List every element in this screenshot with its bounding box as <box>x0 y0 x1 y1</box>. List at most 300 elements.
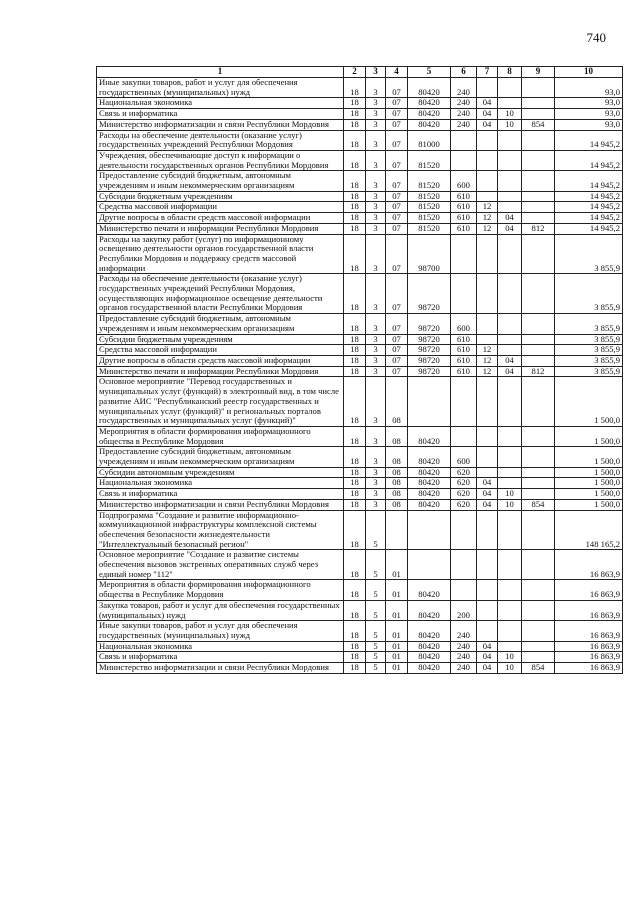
cell-code-4: 07 <box>386 78 408 98</box>
cell-code-2: 18 <box>344 447 366 467</box>
table-row <box>97 467 623 478</box>
cell-code-4: 07 <box>386 314 408 334</box>
row-name: Средства массовой информации <box>97 345 344 356</box>
cell-code-6 <box>451 150 477 170</box>
cell-code-3: 5 <box>366 663 386 674</box>
column-header: 3 <box>366 67 386 78</box>
cell-code-7: 12 <box>477 202 498 213</box>
cell-code-8 <box>498 510 522 550</box>
cell-code-5: 81520 <box>408 171 451 191</box>
cell-code-3: 3 <box>366 78 386 98</box>
cell-code-3: 3 <box>366 345 386 356</box>
row-name: Другие вопросы в области средств массовой информации <box>97 213 344 224</box>
cell-code-7 <box>477 314 498 334</box>
table-row <box>97 377 623 427</box>
cell-code-7 <box>477 621 498 641</box>
cell-code-9 <box>522 345 555 356</box>
cell-code-9 <box>522 489 555 500</box>
cell-code-6: 610 <box>451 345 477 356</box>
cell-code-7 <box>477 580 498 600</box>
table-row <box>97 223 623 234</box>
row-amount: 3 855,9 <box>555 234 623 274</box>
cell-code-7: 04 <box>477 652 498 663</box>
cell-code-4 <box>386 510 408 550</box>
row-name: Министерство печати и информации Республики Мордовия <box>97 366 344 377</box>
cell-code-6 <box>451 580 477 600</box>
row-amount: 16 863,9 <box>555 550 623 580</box>
row-name: Основное мероприятие "Создание и развитие системы обеспечения вызовов экстренных оперативных служб через единый номер "112" <box>97 550 344 580</box>
cell-code-2: 18 <box>344 652 366 663</box>
cell-code-6: 600 <box>451 447 477 467</box>
cell-code-3: 3 <box>366 426 386 446</box>
row-name: Мероприятия в области формирования информационного общества в Республике Мордовия <box>97 426 344 446</box>
cell-code-4: 07 <box>386 150 408 170</box>
row-amount: 1 500,0 <box>555 447 623 467</box>
cell-code-5: 81520 <box>408 150 451 170</box>
cell-code-9 <box>522 377 555 427</box>
cell-code-3: 3 <box>366 355 386 366</box>
cell-code-3: 3 <box>366 447 386 467</box>
cell-code-3: 3 <box>366 489 386 500</box>
cell-code-7: 12 <box>477 366 498 377</box>
cell-code-5: 98720 <box>408 366 451 377</box>
cell-code-9 <box>522 213 555 224</box>
cell-code-4: 07 <box>386 171 408 191</box>
cell-code-2: 18 <box>344 119 366 130</box>
cell-code-6 <box>451 510 477 550</box>
cell-code-7: 04 <box>477 641 498 652</box>
cell-code-2: 18 <box>344 489 366 500</box>
cell-code-5: 80420 <box>408 447 451 467</box>
cell-code-7: 04 <box>477 98 498 109</box>
table-row <box>97 119 623 130</box>
table-row <box>97 600 623 620</box>
cell-code-7: 12 <box>477 223 498 234</box>
cell-code-5: 80420 <box>408 119 451 130</box>
row-name: Расходы на обеспечение деятельности (оказание услуг) государственных учреждений Республики Мордовия, осуществляющих информационное освещение деятельности органов государственной власти Республики Мордовия <box>97 274 344 314</box>
cell-code-5: 81520 <box>408 213 451 224</box>
cell-code-7 <box>477 510 498 550</box>
row-name: Иные закупки товаров, работ и услуг для обеспечения государственных (муниципальных) нужд <box>97 621 344 641</box>
cell-code-7 <box>477 426 498 446</box>
row-amount: 14 945,2 <box>555 171 623 191</box>
cell-code-3: 3 <box>366 314 386 334</box>
cell-code-9 <box>522 641 555 652</box>
cell-code-5: 80420 <box>408 663 451 674</box>
cell-code-7: 04 <box>477 499 498 510</box>
cell-code-6: 240 <box>451 109 477 120</box>
cell-code-6 <box>451 426 477 446</box>
cell-code-6: 240 <box>451 119 477 130</box>
row-name: Субсидии автономным учреждениям <box>97 467 344 478</box>
cell-code-8 <box>498 98 522 109</box>
cell-code-8 <box>498 78 522 98</box>
cell-code-7 <box>477 467 498 478</box>
cell-code-7 <box>477 191 498 202</box>
cell-code-8: 10 <box>498 499 522 510</box>
cell-code-4: 07 <box>386 98 408 109</box>
cell-code-2: 18 <box>344 334 366 345</box>
cell-code-4: 07 <box>386 130 408 150</box>
cell-code-9 <box>522 191 555 202</box>
row-name: Национальная экономика <box>97 98 344 109</box>
row-amount: 14 945,2 <box>555 202 623 213</box>
cell-code-3: 3 <box>366 98 386 109</box>
cell-code-3: 3 <box>366 130 386 150</box>
cell-code-5: 98720 <box>408 334 451 345</box>
cell-code-2: 18 <box>344 621 366 641</box>
cell-code-9 <box>522 202 555 213</box>
cell-code-8: 04 <box>498 213 522 224</box>
table-row <box>97 345 623 356</box>
cell-code-4: 07 <box>386 213 408 224</box>
cell-code-5: 81520 <box>408 223 451 234</box>
column-header: 6 <box>451 67 477 78</box>
row-name: Средства массовой информации <box>97 202 344 213</box>
cell-code-2: 18 <box>344 499 366 510</box>
cell-code-6: 610 <box>451 355 477 366</box>
cell-code-3: 3 <box>366 274 386 314</box>
cell-code-2: 18 <box>344 663 366 674</box>
row-name: Учреждения, обеспечивающие доступ к информации о деятельности государственных органов Республики Мордовия <box>97 150 344 170</box>
column-header: 2 <box>344 67 366 78</box>
cell-code-6: 200 <box>451 600 477 620</box>
table-row <box>97 489 623 500</box>
cell-code-9 <box>522 109 555 120</box>
cell-code-8 <box>498 478 522 489</box>
cell-code-6 <box>451 377 477 427</box>
row-amount: 16 863,9 <box>555 652 623 663</box>
cell-code-5: 80420 <box>408 78 451 98</box>
cell-code-8: 04 <box>498 223 522 234</box>
cell-code-6 <box>451 274 477 314</box>
cell-code-8: 10 <box>498 652 522 663</box>
table-row <box>97 499 623 510</box>
cell-code-8 <box>498 447 522 467</box>
cell-code-6: 610 <box>451 223 477 234</box>
table-row <box>97 447 623 467</box>
row-amount: 3 855,9 <box>555 345 623 356</box>
cell-code-5: 80420 <box>408 580 451 600</box>
cell-code-3: 5 <box>366 641 386 652</box>
cell-code-9 <box>522 580 555 600</box>
row-amount: 16 863,9 <box>555 663 623 674</box>
cell-code-4: 01 <box>386 621 408 641</box>
row-name: Министерство печати и информации Республики Мордовия <box>97 223 344 234</box>
cell-code-2: 18 <box>344 377 366 427</box>
cell-code-5: 80420 <box>408 109 451 120</box>
cell-code-2: 18 <box>344 641 366 652</box>
cell-code-7 <box>477 78 498 98</box>
cell-code-9 <box>522 467 555 478</box>
cell-code-7 <box>477 334 498 345</box>
row-amount: 16 863,9 <box>555 600 623 620</box>
row-amount: 1 500,0 <box>555 467 623 478</box>
table-row <box>97 478 623 489</box>
cell-code-9 <box>522 478 555 489</box>
row-amount: 3 855,9 <box>555 366 623 377</box>
cell-code-5: 80420 <box>408 600 451 620</box>
cell-code-9 <box>522 550 555 580</box>
cell-code-2: 18 <box>344 467 366 478</box>
cell-code-7 <box>477 550 498 580</box>
cell-code-4: 07 <box>386 355 408 366</box>
table-row <box>97 191 623 202</box>
table-row <box>97 580 623 600</box>
row-amount: 16 863,9 <box>555 641 623 652</box>
row-name: Национальная экономика <box>97 641 344 652</box>
row-name: Расходы на обеспечение деятельности (оказание услуг) государственных учреждений Республики Мордовия <box>97 130 344 150</box>
row-amount: 1 500,0 <box>555 499 623 510</box>
cell-code-2: 18 <box>344 202 366 213</box>
cell-code-2: 18 <box>344 223 366 234</box>
cell-code-4: 07 <box>386 191 408 202</box>
cell-code-5: 98720 <box>408 274 451 314</box>
row-amount: 93,0 <box>555 119 623 130</box>
cell-code-3: 3 <box>366 334 386 345</box>
cell-code-2: 18 <box>344 510 366 550</box>
cell-code-6: 240 <box>451 98 477 109</box>
row-amount: 14 945,2 <box>555 130 623 150</box>
header-row <box>97 67 623 78</box>
cell-code-9 <box>522 426 555 446</box>
table-row <box>97 109 623 120</box>
cell-code-6: 620 <box>451 478 477 489</box>
cell-code-2: 18 <box>344 274 366 314</box>
cell-code-6 <box>451 130 477 150</box>
cell-code-2: 18 <box>344 345 366 356</box>
cell-code-7: 04 <box>477 119 498 130</box>
row-name: Предоставление субсидий бюджетным, автономным учреждениям и иным некоммерческим организациям <box>97 447 344 467</box>
cell-code-2: 18 <box>344 130 366 150</box>
cell-code-8: 10 <box>498 663 522 674</box>
cell-code-7: 12 <box>477 345 498 356</box>
cell-code-8 <box>498 150 522 170</box>
cell-code-5: 98720 <box>408 314 451 334</box>
cell-code-8 <box>498 600 522 620</box>
cell-code-9 <box>522 600 555 620</box>
cell-code-6: 620 <box>451 499 477 510</box>
cell-code-6: 610 <box>451 213 477 224</box>
cell-code-4: 08 <box>386 377 408 427</box>
row-amount: 1 500,0 <box>555 478 623 489</box>
table-row <box>97 98 623 109</box>
cell-code-4: 07 <box>386 334 408 345</box>
table-row <box>97 171 623 191</box>
cell-code-9 <box>522 314 555 334</box>
row-name: Расходы на закупку работ (услуг) по информационному освещению деятельности органов государственной власти Республики Мордовия и поддержку средств массовой информации <box>97 234 344 274</box>
row-name: Министерство информатизации и связи Республики Мордовия <box>97 663 344 674</box>
cell-code-3: 3 <box>366 202 386 213</box>
cell-code-3: 3 <box>366 150 386 170</box>
cell-code-4: 08 <box>386 499 408 510</box>
cell-code-6: 240 <box>451 78 477 98</box>
cell-code-5: 80420 <box>408 621 451 641</box>
cell-code-3: 3 <box>366 467 386 478</box>
cell-code-8 <box>498 550 522 580</box>
cell-code-4: 07 <box>386 223 408 234</box>
cell-code-5: 80420 <box>408 98 451 109</box>
row-name: Иные закупки товаров, работ и услуг для обеспечения государственных (муниципальных) нужд <box>97 78 344 98</box>
cell-code-6: 610 <box>451 334 477 345</box>
cell-code-6: 620 <box>451 467 477 478</box>
row-name: Предоставление субсидий бюджетным, автономным учреждениям и иным некоммерческим организациям <box>97 171 344 191</box>
cell-code-2: 18 <box>344 109 366 120</box>
row-amount: 14 945,2 <box>555 223 623 234</box>
cell-code-4: 07 <box>386 119 408 130</box>
cell-code-6: 610 <box>451 202 477 213</box>
cell-code-3: 3 <box>366 109 386 120</box>
cell-code-2: 18 <box>344 78 366 98</box>
row-name: Закупка товаров, работ и услуг для обеспечения государственных (муниципальных) нужд <box>97 600 344 620</box>
row-amount: 14 945,2 <box>555 213 623 224</box>
row-name: Подпрограмма "Создание и развитие информационно-коммуникационной инфраструктуры комплексной системы обеспечения безопасности жизнедеятельности "Интеллектуальный безопасный регион" <box>97 510 344 550</box>
cell-code-4: 07 <box>386 345 408 356</box>
cell-code-7: 12 <box>477 355 498 366</box>
cell-code-8 <box>498 171 522 191</box>
cell-code-4: 01 <box>386 600 408 620</box>
table-row <box>97 334 623 345</box>
cell-code-8: 04 <box>498 355 522 366</box>
cell-code-4: 08 <box>386 478 408 489</box>
cell-code-3: 5 <box>366 580 386 600</box>
cell-code-3: 3 <box>366 213 386 224</box>
cell-code-7: 04 <box>477 478 498 489</box>
cell-code-7: 04 <box>477 489 498 500</box>
table-body <box>97 78 623 674</box>
cell-code-8 <box>498 234 522 274</box>
cell-code-4: 01 <box>386 550 408 580</box>
column-header: 5 <box>408 67 451 78</box>
cell-code-5: 80420 <box>408 499 451 510</box>
cell-code-5: 80420 <box>408 426 451 446</box>
cell-code-4: 08 <box>386 426 408 446</box>
cell-code-5: 80420 <box>408 478 451 489</box>
cell-code-9: 812 <box>522 223 555 234</box>
table-row <box>97 550 623 580</box>
table-row <box>97 663 623 674</box>
cell-code-2: 18 <box>344 150 366 170</box>
cell-code-7: 04 <box>477 663 498 674</box>
row-amount: 1 500,0 <box>555 377 623 427</box>
cell-code-7 <box>477 171 498 191</box>
cell-code-3: 3 <box>366 223 386 234</box>
cell-code-2: 18 <box>344 366 366 377</box>
cell-code-2: 18 <box>344 213 366 224</box>
cell-code-6: 610 <box>451 191 477 202</box>
cell-code-8 <box>498 345 522 356</box>
cell-code-9: 854 <box>522 119 555 130</box>
cell-code-9 <box>522 621 555 641</box>
cell-code-3: 3 <box>366 366 386 377</box>
cell-code-5: 98720 <box>408 355 451 366</box>
cell-code-3: 5 <box>366 621 386 641</box>
cell-code-7: 04 <box>477 109 498 120</box>
cell-code-8 <box>498 377 522 427</box>
cell-code-4: 08 <box>386 447 408 467</box>
cell-code-6: 600 <box>451 171 477 191</box>
row-amount: 148 165,2 <box>555 510 623 550</box>
column-header: 8 <box>498 67 522 78</box>
cell-code-8 <box>498 191 522 202</box>
cell-code-3: 3 <box>366 478 386 489</box>
cell-code-7 <box>477 150 498 170</box>
cell-code-9 <box>522 355 555 366</box>
cell-code-6: 240 <box>451 621 477 641</box>
cell-code-2: 18 <box>344 191 366 202</box>
row-name: Связь и информатика <box>97 652 344 663</box>
row-name: Министерство информатизации и связи Республики Мордовия <box>97 499 344 510</box>
cell-code-6: 620 <box>451 489 477 500</box>
cell-code-9 <box>522 98 555 109</box>
cell-code-9 <box>522 171 555 191</box>
table-row <box>97 202 623 213</box>
cell-code-9 <box>522 510 555 550</box>
table-row <box>97 274 623 314</box>
column-header: 9 <box>522 67 555 78</box>
cell-code-6 <box>451 550 477 580</box>
cell-code-6: 240 <box>451 641 477 652</box>
cell-code-5: 80420 <box>408 652 451 663</box>
row-name: Национальная экономика <box>97 478 344 489</box>
cell-code-4: 07 <box>386 109 408 120</box>
cell-code-9 <box>522 78 555 98</box>
cell-code-2: 18 <box>344 314 366 334</box>
table-row <box>97 426 623 446</box>
cell-code-8 <box>498 621 522 641</box>
cell-code-9 <box>522 334 555 345</box>
cell-code-3: 3 <box>366 234 386 274</box>
cell-code-2: 18 <box>344 600 366 620</box>
cell-code-7 <box>477 234 498 274</box>
cell-code-7: 12 <box>477 213 498 224</box>
cell-code-5: 98720 <box>408 345 451 356</box>
cell-code-5: 80420 <box>408 641 451 652</box>
table-row <box>97 366 623 377</box>
row-name: Субсидии бюджетным учреждениям <box>97 191 344 202</box>
table-row <box>97 150 623 170</box>
cell-code-2: 18 <box>344 171 366 191</box>
cell-code-5: 80420 <box>408 467 451 478</box>
row-name: Связь и информатика <box>97 109 344 120</box>
cell-code-9 <box>522 652 555 663</box>
cell-code-4: 01 <box>386 641 408 652</box>
cell-code-2: 18 <box>344 355 366 366</box>
table-row <box>97 621 623 641</box>
table-row <box>97 78 623 98</box>
cell-code-4: 01 <box>386 652 408 663</box>
row-amount: 93,0 <box>555 109 623 120</box>
cell-code-6 <box>451 234 477 274</box>
page-number: 740 <box>586 30 606 45</box>
table-row <box>97 652 623 663</box>
cell-code-4: 07 <box>386 366 408 377</box>
cell-code-8: 04 <box>498 366 522 377</box>
table-row <box>97 213 623 224</box>
cell-code-8: 10 <box>498 489 522 500</box>
column-header: 10 <box>555 67 623 78</box>
cell-code-8 <box>498 334 522 345</box>
row-name: Связь и информатика <box>97 489 344 500</box>
row-name: Другие вопросы в области средств массовой информации <box>97 355 344 366</box>
cell-code-5: 98700 <box>408 234 451 274</box>
cell-code-3: 3 <box>366 191 386 202</box>
table-row <box>97 314 623 334</box>
cell-code-6: 600 <box>451 314 477 334</box>
cell-code-6: 240 <box>451 652 477 663</box>
column-header: 1 <box>97 67 344 78</box>
cell-code-8 <box>498 130 522 150</box>
